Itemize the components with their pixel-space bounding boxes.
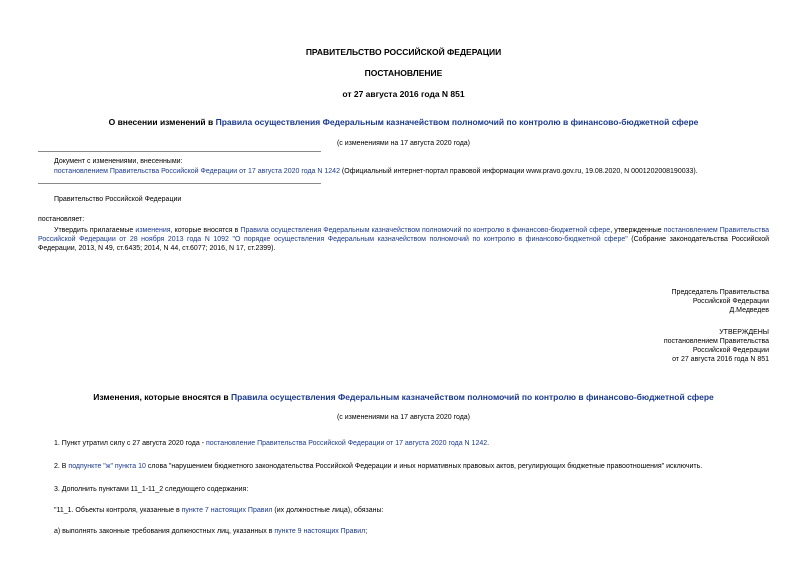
item-1-decree-link[interactable]: постановление Правительства Российской Федерации от 17 августа 2020 года N 1242 (205, 440, 488, 447)
paragraph-approve (38, 226, 769, 253)
signature-position: Председатель Правительства (671, 289, 769, 296)
item-3: 3. Дополнить пунктами 11_1-11_2 следующего содержания: (54, 486, 249, 493)
changes-title (0, 392, 807, 403)
p1-text-1: Утвердить прилагаемые (54, 227, 136, 234)
changes-title-rules-link[interactable]: Правила осуществления Федеральным казначейством полномочий по контролю в финансово-бюджетной сфере (230, 392, 714, 402)
p1-changes-link[interactable]: изменения (135, 227, 171, 234)
changes-doc-source: (Официальный интернет-портал правовой информации www.pravo.gov.ru, 19.08.2020, N 0001202008190033). (339, 168, 698, 175)
p1-decree-1092-link[interactable]: постановлением Правительства Российской Федерации от 28 ноября 2013 года N 1092 "О порядке осуществления Федеральным казначейством полномочий по контролю в финансово-бюджетной сфере" (38, 227, 769, 244)
signature-block (672, 288, 769, 315)
changes-note: (с изменениями на 17 августа 2020 года) (336, 140, 471, 147)
government-line: Правительство Российской Федерации (54, 196, 182, 203)
item-4-text-b: (их должностные лица), обязаны: (272, 507, 384, 514)
p1-text-2: , которые вносятся в (170, 227, 241, 234)
changes-title-prefix: Изменения, которые вносятся в (93, 392, 231, 402)
document-title (0, 117, 807, 128)
title-prefix: О внесении изменений в (108, 117, 216, 127)
item-5-text-b: ; (365, 528, 368, 535)
item-4-text-a: "11_1. Объекты контроля, указанные в (54, 507, 182, 514)
title-rules-link[interactable]: Правила осуществления Федеральным казначейством полномочий по контролю в финансово-бюджетной сфере (215, 117, 699, 127)
document-date: от 27 августа 2016 года N 851 (342, 89, 465, 99)
approved-date: от 27 августа 2016 года N 851 (672, 356, 769, 364)
item-5-point-9-link[interactable]: пункте 9 настоящих Правил (274, 528, 366, 535)
decides-line: постановляет: (38, 216, 85, 223)
item-4-point-7-link[interactable]: пункте 7 настоящих Правил (181, 507, 273, 514)
item-2-text-a: 2. В (54, 463, 69, 470)
changes-doc-label: Документ с изменениями, внесенными: (54, 158, 183, 165)
approved-block (664, 328, 769, 364)
item-1-end: . (487, 440, 490, 447)
divider-bottom (38, 183, 321, 184)
p1-rules-link[interactable]: Правила осуществления Федеральным казначейством полномочий по контролю в финансово-бюджетной сфере (240, 227, 611, 234)
approved-country: Российской Федерации (692, 347, 769, 355)
changes-doc-link[interactable]: постановлением Правительства Российской Федерации от 17 августа 2020 года N 1242 (54, 168, 340, 175)
p1-text-4: (Собрание законодательства Российской Федерации, 2013, N 49, ст.6435; 2014, N 44, ст.6077; 2016, N 17, ст.2399). (38, 236, 770, 253)
item-2 (54, 462, 774, 471)
signature-name: Д.Медведев (729, 307, 769, 315)
item-2-text-b: слова "нарушением бюджетного законодательства Российской Федерации и иных нормативных правовых актов, регулирующих бюджетные правоотношения" исключить. (145, 463, 703, 470)
approved-by: постановлением Правительства (663, 338, 769, 346)
item-5 (54, 527, 367, 536)
item-1-text: 1. Пункт утратил силу с 27 августа 2020 года - (54, 440, 206, 447)
item-2-subpoint-link[interactable]: подпункте "ж" пункта 10 (68, 463, 146, 470)
p1-text-3: , утвержденные (610, 227, 664, 234)
item-5-text-a: а) выполнять законные требования должностных лиц, указанных в (54, 528, 275, 535)
changes-doc-ref (54, 167, 774, 176)
government-header: ПРАВИТЕЛЬСТВО РОССИЙСКОЙ ФЕДЕРАЦИИ (305, 47, 502, 57)
item-1 (54, 439, 489, 448)
item-4 (54, 506, 384, 515)
signature-country: Российской Федерации (692, 298, 769, 306)
document-type: ПОСТАНОВЛЕНИЕ (364, 68, 443, 78)
approved-label: УТВЕРЖДЕНЫ (719, 329, 769, 336)
divider-top (38, 151, 321, 152)
changes-note-2: (с изменениями на 17 августа 2020 года) (336, 414, 471, 421)
